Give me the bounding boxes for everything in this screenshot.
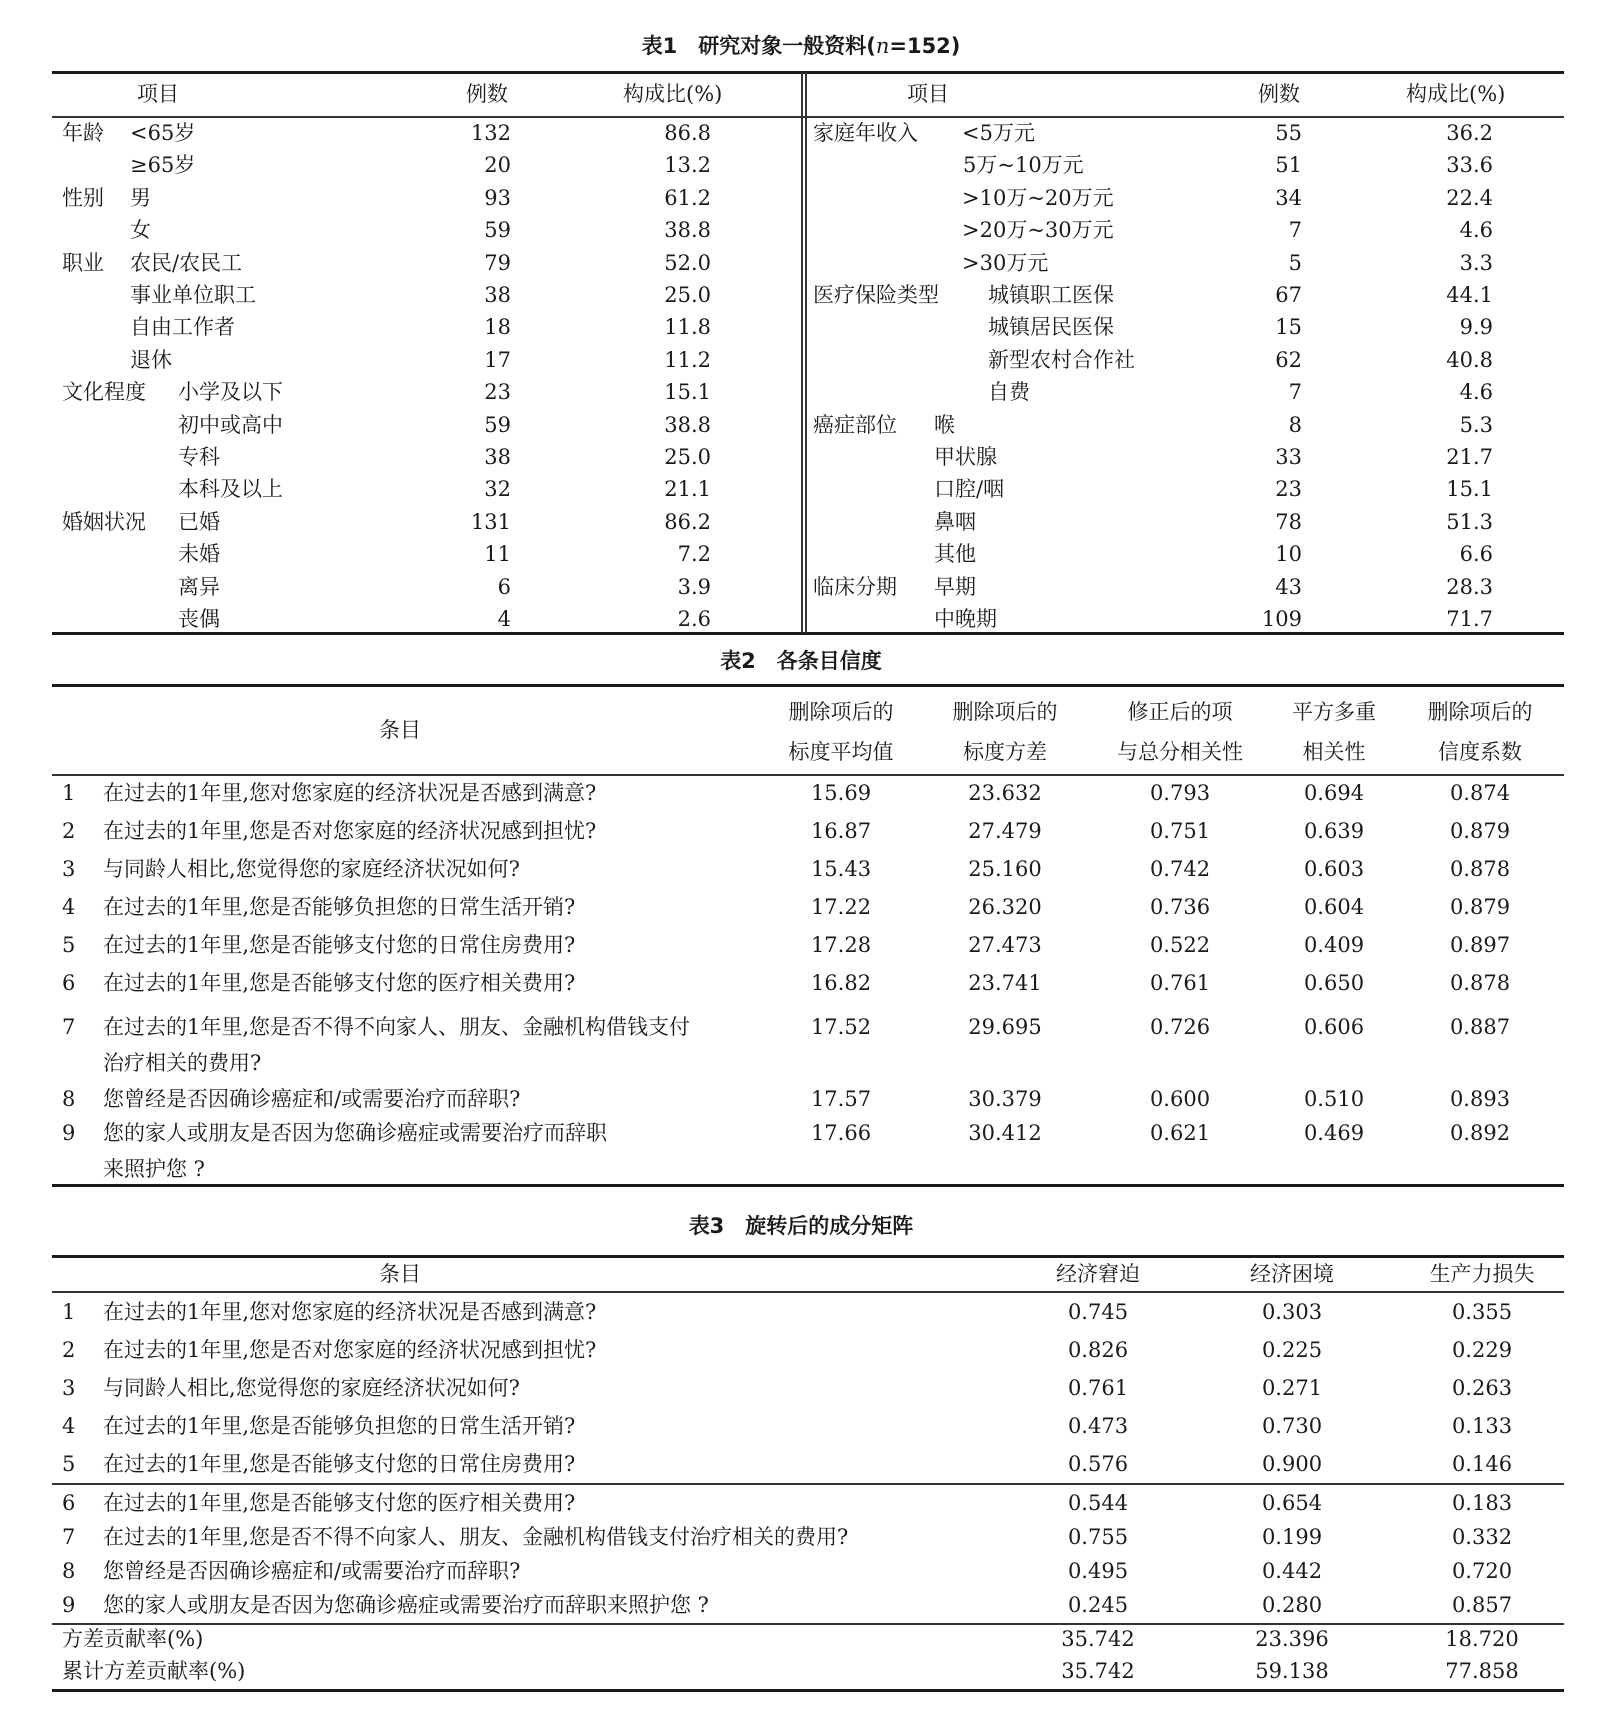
table3-value: 0.183 [1451,1491,1513,1515]
table1-divider [801,72,803,633]
table2-row-text: 在过去的1年里,您是否能够负担您的日常生活开销? [103,895,576,919]
table2-value: 17.57 [810,1087,872,1111]
table1-pct: 4.6 [1459,380,1493,405]
table3-top-rule [52,1255,1564,1258]
table2-value: 0.409 [1303,933,1365,957]
table2-row-text: 来照护您 ? [103,1157,205,1181]
table1-pct: 33.6 [1446,153,1493,178]
table3-row-text: 在过去的1年里,您是否能够负担您的日常生活开销? [103,1414,576,1438]
table1-item-label: 口腔/咽 [934,477,1005,502]
table1-item-label: 男 [130,185,151,210]
table3-row-number: 1 [62,1300,76,1324]
table1-group-label: 家庭年收入 [813,121,918,145]
table2-row-number: 3 [62,857,76,881]
table1-title: 表1 研究对象一般资料(n=152) [641,34,961,58]
table2-row-number: 4 [62,895,76,919]
table1-header-item: 项目 [137,82,179,106]
table2-top-rule [52,684,1564,687]
table1-item-label: 未婚 [178,542,220,567]
table2-value: 15.43 [810,857,872,881]
table3-row-text: 在过去的1年里,您是否不得不向家人、朋友、金融机构借钱支付治疗相关的费用? [103,1525,849,1549]
table1-pct: 44.1 [1446,283,1493,307]
table1-item-label: 自由工作者 [130,315,235,340]
table2-row-text: 与同龄人相比,您觉得您的家庭经济状况如何? [103,857,520,881]
table1-pct: 36.2 [1446,121,1493,145]
table3-value: 0.332 [1451,1525,1513,1549]
table2-row-number: 5 [62,933,76,957]
table3-value: 0.544 [1067,1491,1129,1515]
table1-item-label: 已婚 [178,509,220,534]
table1-pct: 6.6 [1459,542,1493,567]
table2-row-number: 2 [62,819,76,843]
table3-bottom-rule [52,1689,1564,1692]
table2-row-text: 在过去的1年里,您是否不得不向家人、朋友、金融机构借钱支付 [103,1015,691,1039]
table1-count: 79 [484,250,511,275]
table1-count: 51 [1275,153,1302,178]
table1-count: 20 [484,153,511,178]
table2-row-text: 在过去的1年里,您是否能够支付您的医疗相关费用? [103,971,576,995]
table1-count: 33 [1275,445,1302,469]
table1-item-label: 本科及以上 [178,477,283,502]
table3-summary-value: 35.742 [1061,1627,1135,1651]
table2-value: 0.878 [1449,857,1511,881]
table1-count: 67 [1275,283,1302,307]
table2-value: 0.751 [1149,819,1211,843]
table1-item-label: 事业单位职工 [130,283,256,307]
table2-row-text: 您的家人或朋友是否因为您确诊癌症或需要治疗而辞职 [103,1121,607,1145]
table3-value: 0.245 [1067,1593,1129,1617]
table2-value: 27.479 [968,819,1042,843]
table2-row-number: 8 [62,1087,76,1111]
table3-summary-label: 累计方差贡献率(%) [62,1659,246,1683]
table1-pct: 15.1 [1446,477,1493,502]
table1-count: 38 [484,283,511,307]
table1-group-label: 临床分期 [813,574,897,599]
table1-count: 43 [1275,574,1302,599]
table1-header-item: 项目 [907,82,949,106]
table1-count: 132 [470,121,511,145]
table2-value: 16.82 [810,971,872,995]
table1-item-label: <5万元 [962,121,1035,145]
table2-value: 23.632 [968,781,1042,805]
table1-item-label: 早期 [934,574,976,599]
table1-item-label: 离异 [178,574,220,599]
table3-value: 0.355 [1451,1300,1513,1324]
table3-summary-value: 35.742 [1061,1659,1135,1683]
table3-row-text: 与同龄人相比,您觉得您的家庭经济状况如何? [103,1376,520,1400]
table3-row-text: 在过去的1年里,您对您家庭的经济状况是否感到满意? [103,1300,597,1324]
table2-row-number: 9 [62,1121,76,1145]
table1-pct: 13.2 [664,153,711,178]
table1-pct: 3.3 [1459,250,1493,275]
table2-value: 0.878 [1449,971,1511,995]
table1-count: 6 [497,574,511,599]
table1-count: 7 [1288,380,1302,405]
table2-header-line1: 删除项后的 [952,700,1058,724]
table2-value: 0.650 [1303,971,1365,995]
table3-row-number: 4 [62,1414,76,1438]
table2-header-line2: 信度系数 [1438,740,1522,764]
table3-value: 0.225 [1261,1338,1323,1362]
table3-value: 0.730 [1261,1414,1323,1438]
table1-item-label: 甲状腺 [934,445,997,469]
table3-value: 0.303 [1261,1300,1323,1324]
table3-value: 0.271 [1261,1376,1323,1400]
table3-header-factor: 生产力损失 [1429,1262,1535,1286]
table3-value: 0.473 [1067,1414,1129,1438]
table2-row-text: 在过去的1年里,您是否能够支付您的日常住房费用? [103,933,576,957]
table1-pct: 3.9 [677,574,711,599]
table3-value: 0.761 [1067,1376,1129,1400]
table3-value: 0.857 [1451,1593,1513,1617]
table3-value: 0.229 [1451,1338,1513,1362]
table2-value: 0.606 [1303,1015,1365,1039]
table2-value: 0.742 [1149,857,1211,881]
table2-value: 0.793 [1149,781,1211,805]
table1-pct: 9.9 [1459,315,1493,340]
table1-item-label: 其他 [934,542,976,567]
table1-count: 18 [484,315,511,340]
table1-pct: 4.6 [1459,218,1493,243]
table2-header-line2: 与总分相关性 [1117,740,1243,764]
table1-item-label: >10万~20万元 [962,185,1114,210]
table3-summary-value: 23.396 [1255,1627,1329,1651]
table2-value: 0.897 [1449,933,1511,957]
table1-item-label: 丧偶 [178,607,220,631]
table3-value: 0.720 [1451,1559,1513,1583]
table3-value: 0.263 [1451,1376,1513,1400]
table1-count: 34 [1275,185,1302,210]
table1-header-pct: 构成比(%) [1406,82,1506,106]
table1-count: 62 [1275,347,1302,372]
table2-value: 0.604 [1303,895,1365,919]
table1-count: 4 [497,607,511,631]
table2-value: 0.510 [1303,1087,1365,1111]
table2-row-number: 7 [62,1015,76,1039]
table1-pct: 11.8 [664,315,711,340]
table1-pct: 61.2 [664,185,711,210]
table1-header-rule [52,116,1564,118]
table3-title: 表3 旋转后的成分矩阵 [688,1214,914,1238]
table1-item-label: 喉 [934,412,955,437]
table2-value: 23.741 [968,971,1042,995]
table1-group-label: 文化程度 [62,380,146,405]
table1-item-label: 城镇职工医保 [988,283,1114,307]
table2-value: 0.522 [1149,933,1211,957]
table1-pct: 7.2 [677,542,711,567]
table3-header-factor: 经济窘迫 [1056,1262,1140,1286]
table3-value: 0.133 [1451,1414,1513,1438]
table2-value: 25.160 [968,857,1042,881]
table3-value: 0.755 [1067,1525,1129,1549]
table1-item-label: 小学及以下 [178,380,283,405]
table3-value: 0.900 [1261,1452,1323,1476]
table2-value: 0.879 [1449,895,1511,919]
table1-group-label: 性别 [62,185,104,210]
table2-row-text: 在过去的1年里,您是否对您家庭的经济状况感到担忧? [103,819,597,843]
table1-count: 7 [1288,218,1302,243]
table2-value: 26.320 [968,895,1042,919]
table2-header-line2: 相关性 [1302,740,1366,764]
table1-pct: 38.8 [664,218,711,243]
table2-value: 0.879 [1449,819,1511,843]
table2-value: 0.469 [1303,1121,1365,1145]
table1-pct: 28.3 [1446,574,1493,599]
table1-header-count: 例数 [1258,82,1300,106]
table3-summary-rule [52,1623,1564,1625]
table3-summary-value: 77.858 [1445,1659,1519,1683]
table2-header-line1: 修正后的项 [1127,700,1233,724]
table2-row-text: 治疗相关的费用? [103,1051,262,1075]
table2-header-rule [52,774,1564,776]
table1-count: 15 [1275,315,1302,340]
table2-value: 17.28 [810,933,872,957]
table3-row-text: 在过去的1年里,您是否能够支付您的日常住房费用? [103,1452,576,1476]
table2-row-text: 在过去的1年里,您对您家庭的经济状况是否感到满意? [103,781,597,805]
table3-summary-value: 59.138 [1255,1659,1329,1683]
table3-value: 0.495 [1067,1559,1129,1583]
table2-value: 30.379 [968,1087,1042,1111]
table1-group-label: 癌症部位 [813,412,897,437]
table2-value: 0.726 [1149,1015,1211,1039]
table1-count: 131 [470,509,511,534]
table2-value: 0.874 [1449,781,1511,805]
table3-header-item: 条目 [379,1262,421,1286]
table1-item-label: <65岁 [130,121,196,145]
table1-item-label: 初中或高中 [178,412,283,437]
table1-item-label: 退休 [130,347,172,372]
table3-row-text: 您曾经是否因确诊癌症和/或需要治疗而辞职? [103,1559,521,1583]
table3-row-number: 9 [62,1593,76,1617]
table3-value: 0.199 [1261,1525,1323,1549]
table1-pct: 15.1 [664,380,711,405]
table3-value: 0.654 [1261,1491,1323,1515]
table2-value: 0.639 [1303,819,1365,843]
table2-row-text: 您曾经是否因确诊癌症和/或需要治疗而辞职? [103,1087,521,1111]
table3-value: 0.442 [1261,1559,1323,1583]
table1-pct: 25.0 [664,445,711,469]
table3-row-text: 在过去的1年里,您是否能够支付您的医疗相关费用? [103,1491,576,1515]
table3-row-number: 5 [62,1452,76,1476]
table1-count: 8 [1288,412,1302,437]
table3-header-factor: 经济困境 [1250,1262,1334,1286]
table1-pct: 21.7 [1446,445,1493,469]
table1-pct: 51.3 [1446,509,1493,534]
table2-value: 16.87 [810,819,872,843]
table1-pct: 2.6 [677,607,711,631]
table1-item-label: >20万~30万元 [962,218,1114,243]
table1-count: 59 [484,218,511,243]
table1-item-label: 5万~10万元 [963,153,1084,178]
table1-count: 11 [484,542,511,567]
table2-value: 30.412 [968,1121,1042,1145]
table1-item-label: ≥65岁 [130,153,196,178]
table1-item-label: 城镇居民医保 [988,315,1114,340]
table1-header-pct: 构成比(%) [623,82,723,106]
table3-value: 0.280 [1261,1593,1323,1617]
table1-count: 109 [1261,607,1302,631]
table1-item-label: 女 [130,218,151,243]
table2-value: 0.736 [1149,895,1211,919]
table1-count: 55 [1275,121,1302,145]
table2-value: 17.22 [810,895,872,919]
table1-group-label: 婚姻状况 [62,509,146,534]
table3-row-number: 6 [62,1491,76,1515]
table1-pct: 5.3 [1459,412,1493,437]
table2-value: 0.892 [1449,1121,1511,1145]
table1-pct: 86.8 [664,121,711,145]
table2-value: 27.473 [968,933,1042,957]
table2-value: 29.695 [968,1015,1042,1039]
table3-header-rule [52,1291,1564,1293]
table3-summary-label: 方差贡献率(%) [62,1627,204,1651]
table3-row-number: 7 [62,1525,76,1549]
table2-row-number: 1 [62,781,76,805]
table1-pct: 71.7 [1446,607,1493,631]
table3-row-number: 8 [62,1559,76,1583]
table1-pct: 38.8 [664,412,711,437]
table3-row-number: 2 [62,1338,76,1362]
table1-count: 23 [1275,477,1302,502]
table1-pct: 21.1 [664,477,711,502]
table1-item-label: 鼻咽 [934,509,976,534]
table1-header-count: 例数 [466,82,508,106]
table1-pct: 22.4 [1446,185,1493,210]
table1-group-label: 年龄 [62,121,104,145]
table1-count: 38 [484,445,511,469]
table1-group-label: 医疗保险类型 [813,283,939,307]
table1-count: 5 [1288,250,1302,275]
table2-value: 0.887 [1449,1015,1511,1039]
table2-value: 17.66 [810,1121,872,1145]
table2-value: 0.600 [1149,1087,1211,1111]
table2-value: 0.603 [1303,857,1365,881]
table1-item-label: 中晚期 [934,607,997,631]
table2-bottom-rule [52,1184,1564,1187]
table1-count: 93 [484,185,511,210]
table2-header-line2: 标度方差 [963,740,1047,764]
table1-item-label: 新型农村合作社 [988,347,1135,372]
table3-value: 0.826 [1067,1338,1129,1362]
table1-pct: 25.0 [664,283,711,307]
table1-bottom-rule [52,632,1564,635]
table3-value: 0.146 [1451,1452,1513,1476]
table3-row-text: 在过去的1年里,您是否对您家庭的经济状况感到担忧? [103,1338,597,1362]
table1-divider [805,72,807,633]
table2-header-line1: 平方多重 [1292,700,1376,724]
table2-value: 0.761 [1149,971,1211,995]
table2-title: 表2 各条目信度 [720,649,882,673]
table3-row-number: 3 [62,1376,76,1400]
table1-count: 10 [1275,542,1302,567]
table1-top-rule [52,71,1564,74]
table2-value: 17.52 [810,1015,872,1039]
table1-item-label: >30万元 [962,250,1049,275]
table1-pct: 86.2 [664,509,711,534]
table1-item-label: 自费 [988,380,1030,405]
table2-value: 0.893 [1449,1087,1511,1111]
table2-value: 0.621 [1149,1121,1211,1145]
table2-header-item: 条目 [379,718,421,742]
table1-count: 17 [484,347,511,372]
table1-pct: 11.2 [664,347,711,372]
table3-summary-value: 18.720 [1445,1627,1519,1651]
table1-item-label: 专科 [178,445,220,469]
table1-group-label: 职业 [62,250,104,275]
table2-header-line2: 标度平均值 [788,740,894,764]
table2-row-number: 6 [62,971,76,995]
table3-value: 0.745 [1067,1300,1129,1324]
table3-group-rule [52,1483,1564,1485]
table1-count: 59 [484,412,511,437]
table1-count: 78 [1275,509,1302,534]
table2-value: 0.694 [1303,781,1365,805]
table1-pct: 40.8 [1446,347,1493,372]
table1-item-label: 农民/农民工 [130,250,243,275]
table2-header-line1: 删除项后的 [1427,700,1533,724]
table1-count: 32 [484,477,511,502]
table1-count: 23 [484,380,511,405]
table2-value: 15.69 [810,781,872,805]
table2-header-line1: 删除项后的 [788,700,894,724]
table3-value: 0.576 [1067,1452,1129,1476]
table1-pct: 52.0 [664,250,711,275]
table3-row-text: 您的家人或朋友是否因为您确诊癌症或需要治疗而辞职来照护您 ? [103,1593,709,1617]
